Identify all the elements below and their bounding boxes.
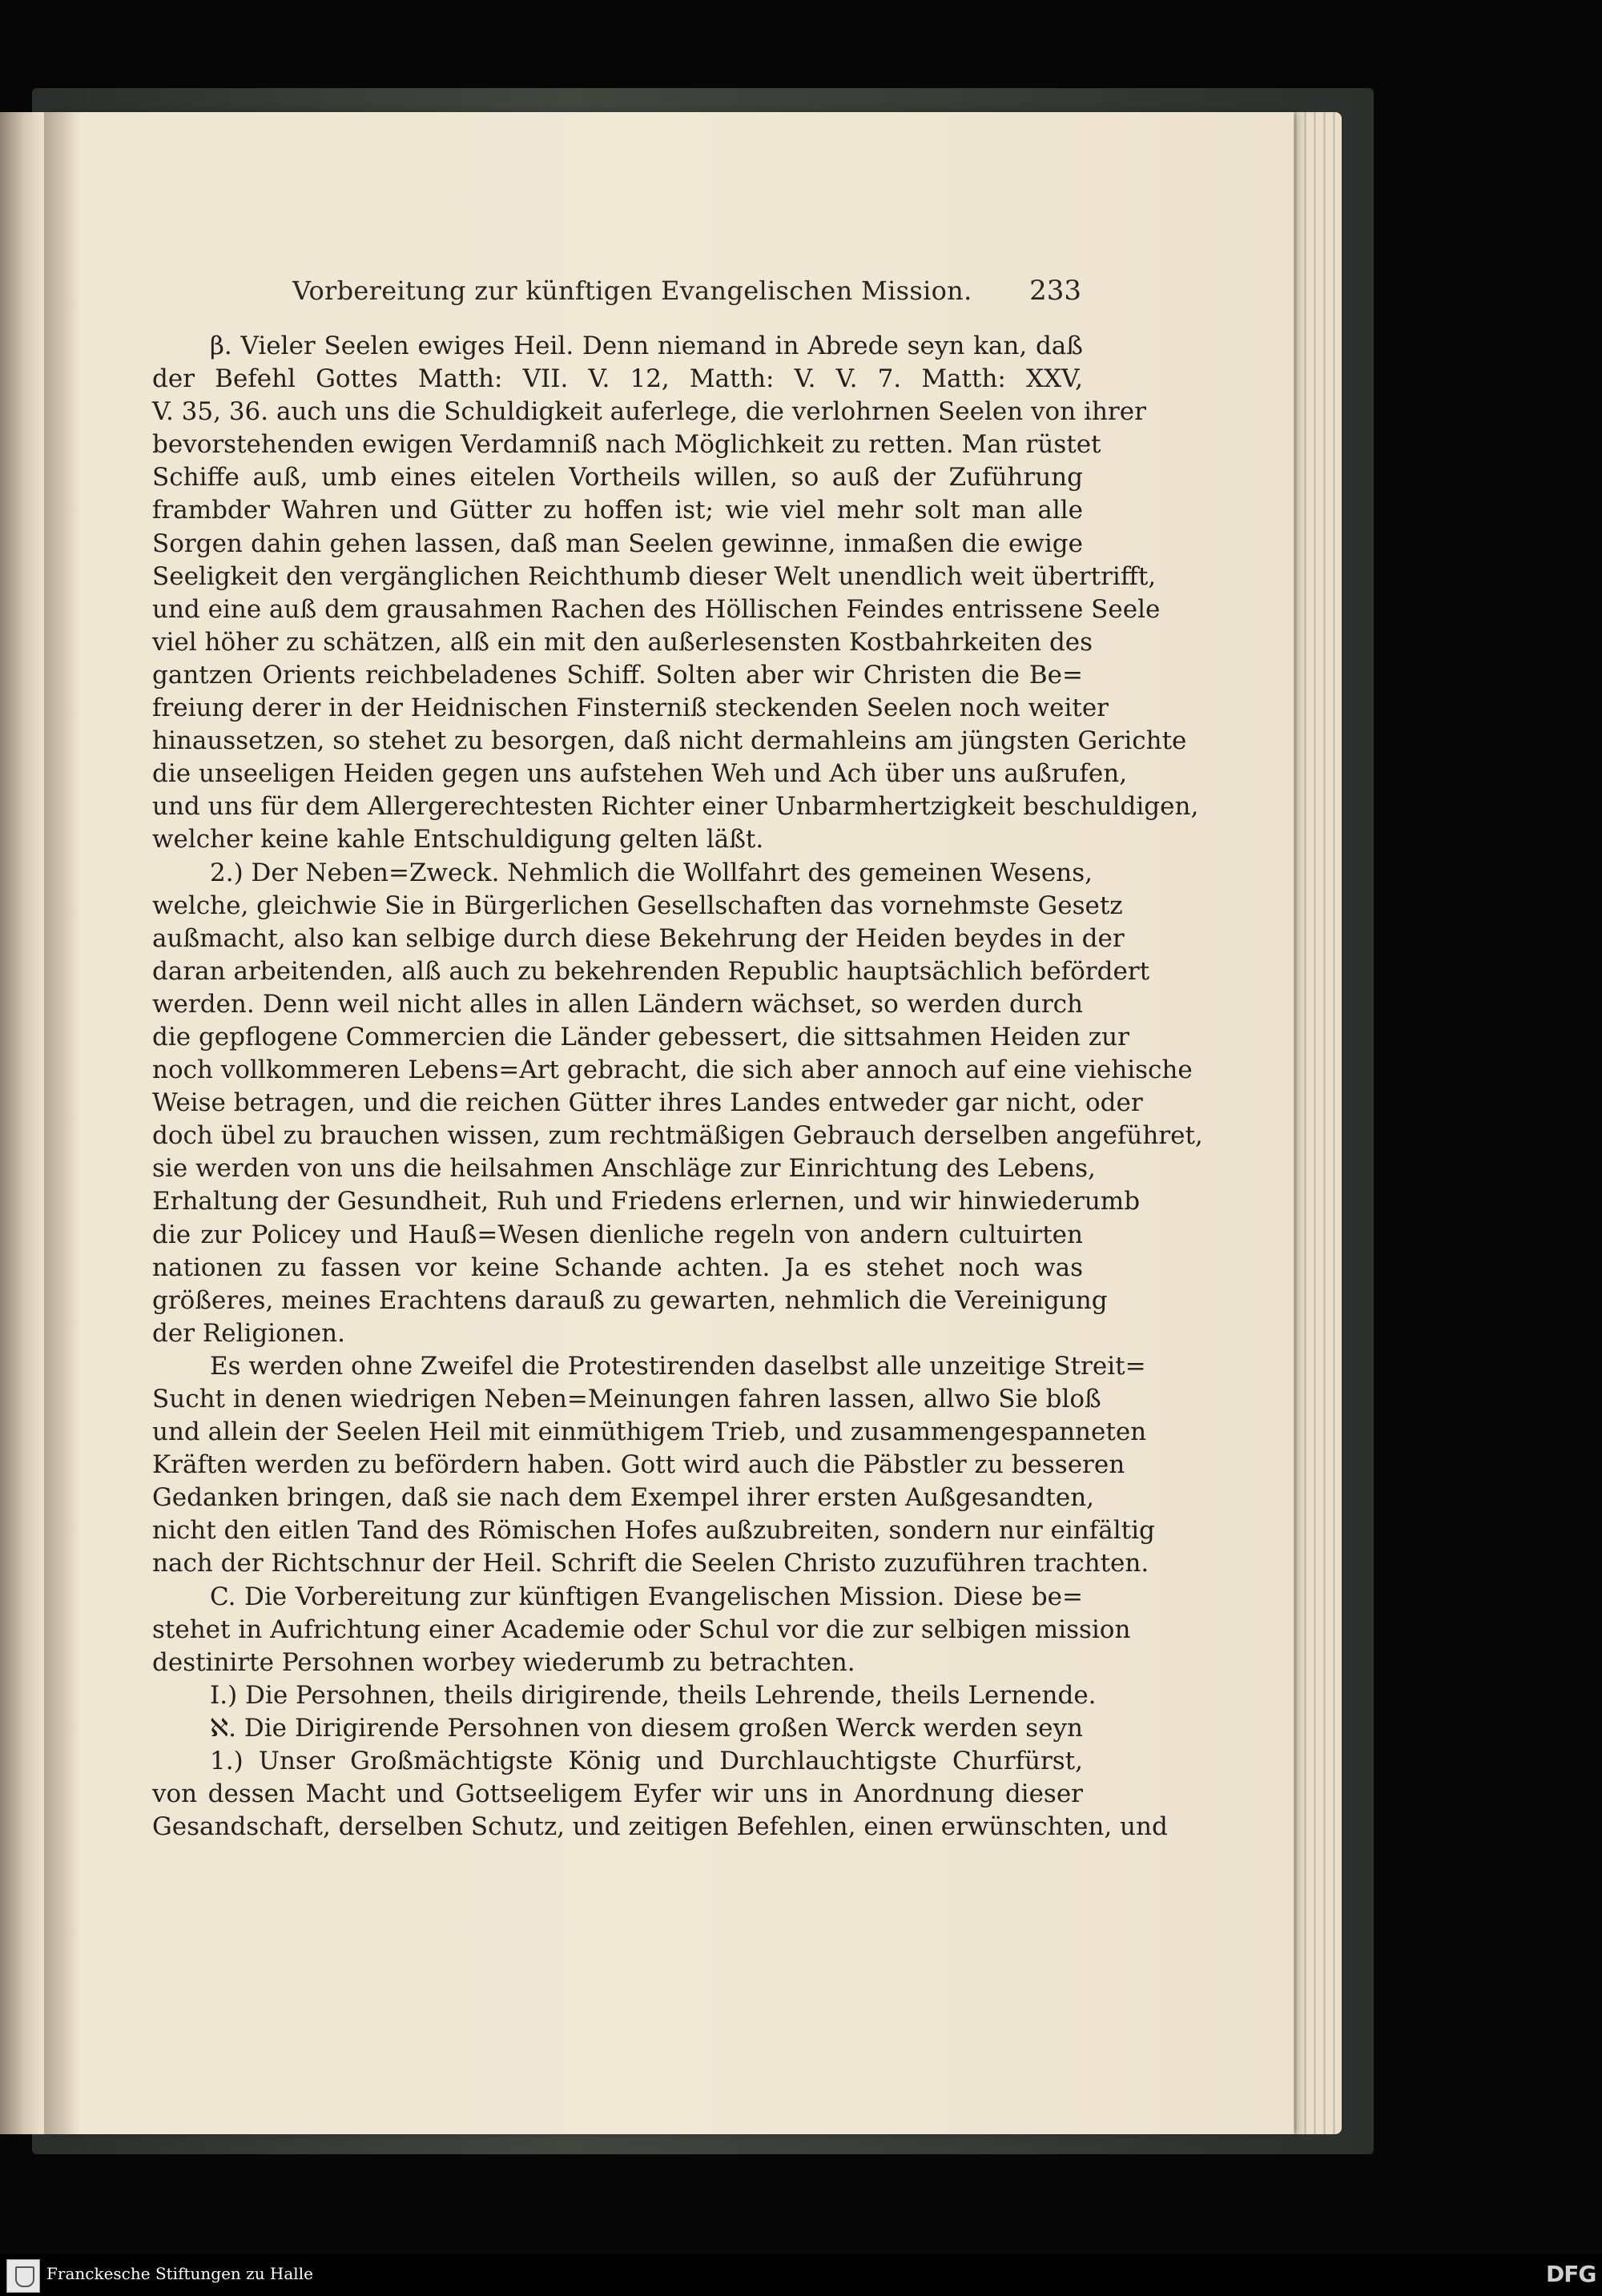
text-line: daran arbeitenden, alß auch zu bekehrenden Republic hauptsächlich befördert xyxy=(152,956,1150,986)
text-line: Gesandschaft, derselben Schutz, und zeitigen Befehlen, einen erwünschten, und xyxy=(152,1812,1168,1842)
text-line: stehet in Aufrichtung einer Academie oder Schul vor die zur selbigen mission xyxy=(152,1614,1131,1644)
gutter-shadow xyxy=(44,112,80,2134)
text-line: gantzen Orients reichbeladenes Schiff. Solten aber wir Christen die Be= xyxy=(152,660,1083,690)
text-line: destinirte Persohnen worbey wiederumb zu betrachten. xyxy=(152,1647,855,1677)
text-line: Sorgen dahin gehen lassen, daß man Seelen gewinne, inmaßen die ewige xyxy=(152,529,1083,558)
text-line: welcher keine kahle Entschuldigung gelten läßt. xyxy=(152,825,764,854)
text-line: Seeligkeit den vergänglichen Reichthumb dieser Welt unendlich weit übertrifft, xyxy=(152,561,1157,591)
text-line: nach der Richtschnur der Heil. Schrift die Seelen Christo zuzuführen trachten. xyxy=(152,1549,1149,1578)
text-line: doch übel zu brauchen wissen, zum rechtmäßigen Gebrauch derselben angeführet, xyxy=(152,1121,1203,1151)
text-line: nationen zu fassen vor keine Schande achten. Ja es stehet noch was xyxy=(152,1253,1083,1282)
running-title: Vorbereitung zur künftigen Evangelischen Mission. xyxy=(292,275,972,306)
text-line: außmacht, also kan selbige durch diese Bekehrung der Heiden beydes in der xyxy=(152,923,1125,953)
running-head xyxy=(0,275,1602,315)
text-line: C. Die Vorbereitung zur künftigen Evangelischen Mission. Diese be= xyxy=(210,1582,1083,1611)
text-line: die gepflogene Commercien die Länder gebessert, die sittsahmen Heiden zur xyxy=(152,1022,1129,1051)
text-line: frambder Wahren und Gütter zu hoffen ist; wie viel mehr solt man alle xyxy=(152,496,1083,525)
text-line: Sucht in denen wiedrigen Neben=Meinungen fahren lassen, allwo Sie bloß xyxy=(152,1385,1101,1413)
text-line: werden. Denn weil nicht alles in allen Ländern wächset, so werden durch xyxy=(152,989,1083,1019)
text-line: sie werden von uns die heilsahmen Anschläge zur Einrichtung des Lebens, xyxy=(152,1154,1096,1184)
text-line: und eine auß dem grausahmen Rachen des Höllischen Feindes entrissene Seele xyxy=(152,594,1161,624)
text-line: und uns für dem Allergerechtesten Richter einer Unbarmhertzigkeit beschuldigen, xyxy=(152,792,1199,822)
text-line: freiung derer in der Heidnischen Finsterniß steckenden Seelen noch weiter xyxy=(152,694,1109,723)
page-number: 233 xyxy=(1029,275,1081,307)
text-line: Erhaltung der Gesundheit, Ruh und Friedens erlernen, und wir hinwiederumb xyxy=(152,1187,1141,1216)
text-line: die zur Policey und Hauß=Wesen dienliche regeln von andern cultuirten xyxy=(152,1220,1083,1249)
text-line: 2.) Der Neben=Zweck. Nehmlich die Wollfahrt des gemeinen Wesens, xyxy=(210,858,1093,887)
text-line: Es werden ohne Zweifel die Protestirenden daselbst alle unzeitige Streit= xyxy=(210,1351,1146,1381)
text-line: die unseeligen Heiden gegen uns aufstehen Weh und Ach über uns außrufen, xyxy=(152,759,1128,789)
text-line: welche, gleichwie Sie in Bürgerlichen Gesellschaften das vornehmste Gesetz xyxy=(152,891,1123,920)
text-line: viel höher zu schätzen, alß ein mit den außerlesensten Kostbahrkeiten des xyxy=(152,627,1093,657)
text-line: hinaussetzen, so stehet zu besorgen, daß nicht dermahleins am jüngsten Gerichte xyxy=(152,726,1187,756)
previous-page-edge xyxy=(0,112,44,2134)
viewer-footer-bar xyxy=(0,2254,1602,2296)
library-name: Franckesche Stiftungen zu Halle xyxy=(46,2264,313,2283)
text-line: noch vollkommeren Lebens=Art gebracht, die sich aber annoch auf eine viehische xyxy=(152,1056,1193,1085)
text-line: nicht den eitlen Tand des Römischen Hofes außzubreiten, sondern nur einfältig xyxy=(152,1516,1155,1546)
text-line: 1.) Unser Großmächtigste König und Durchlauchtigste Churfürst, xyxy=(210,1747,1083,1776)
text-line: bevorstehenden ewigen Verdamniß nach Möglichkeit zu retten. Man rüstet xyxy=(152,430,1101,460)
text-line: der Religionen. xyxy=(152,1318,345,1348)
dfg-logo: DFG xyxy=(1546,2261,1596,2287)
text-line: von dessen Macht und Gottseeligem Eyfer wir uns in Anordnung dieser xyxy=(152,1779,1083,1809)
text-line: V. 35, 36. auch uns die Schuldigkeit auferlege, die verlohrnen Seelen von ihrer xyxy=(152,397,1146,427)
text-line: ℵ. Die Dirigirende Persohnen von diesem großen Werck werden seyn xyxy=(210,1713,1083,1743)
text-line: I.) Die Persohnen, theils dirigirende, theils Lehrende, theils Lernende. xyxy=(210,1680,1097,1710)
text-line: Kräften werden zu befördern haben. Gott wird auch die Päbstler zu besseren xyxy=(152,1450,1125,1480)
library-seal-icon xyxy=(6,2259,40,2293)
text-line: β. Vieler Seelen ewiges Heil. Denn niemand in Abrede seyn kan, daß xyxy=(210,332,1083,360)
text-line: der Befehl Gottes Matth: VII. V. 12, Matth: V. V. 7. Matth: XXV, xyxy=(152,364,1083,394)
text-line: Weise betragen, und die reichen Gütter ihres Landes entweder gar nicht, oder xyxy=(152,1088,1143,1118)
text-line: größeres, meines Erachtens darauß zu gewarten, nehmlich die Vereinigung xyxy=(152,1285,1108,1315)
text-line: Schiffe auß, umb eines eitelen Vortheils willen, so auß der Zuführung xyxy=(152,463,1083,493)
body-text xyxy=(152,330,1203,1844)
text-line: Gedanken bringen, daß sie nach dem Exempel ihrer ersten Außgesandten, xyxy=(152,1483,1095,1513)
text-line: und allein der Seelen Heil mit einmüthigem Trieb, und zusammengespanneten xyxy=(152,1417,1147,1447)
